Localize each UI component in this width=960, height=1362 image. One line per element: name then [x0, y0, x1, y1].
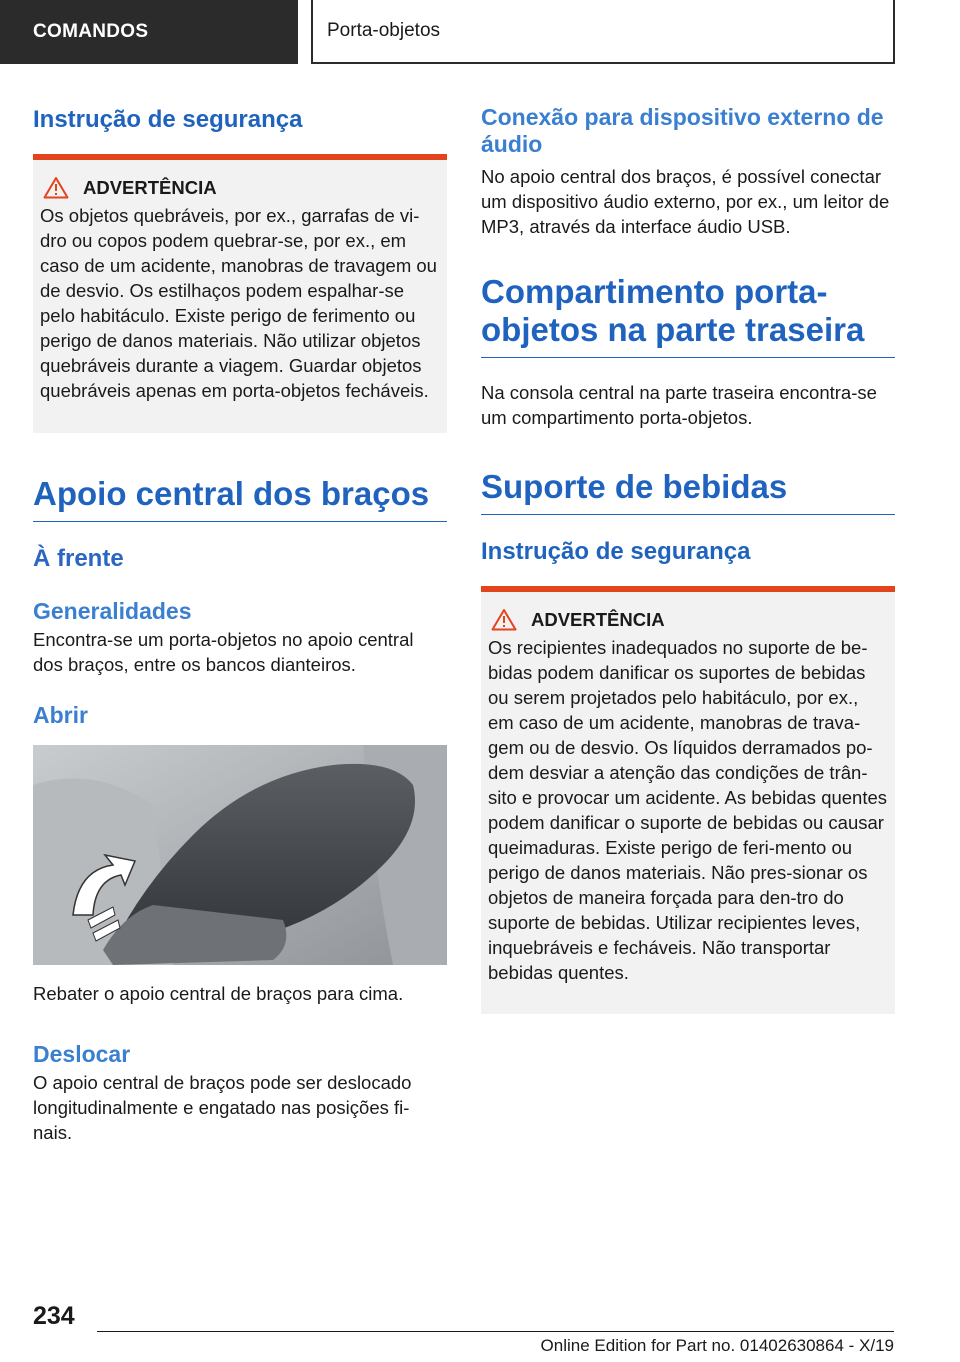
- open-heading: Abrir: [33, 702, 88, 728]
- cup-warning-title: [488, 608, 888, 631]
- safety-heading: Instrução de segurança: [33, 106, 303, 133]
- move-text: O apoio central de braços pode ser deslocado longitudinalmente e engatado nas posições fi-nais.: [33, 1072, 412, 1143]
- general-text: Encontra-se um porta-objetos no apoio central dos braços, entre os bancos dianteiros.: [33, 629, 414, 675]
- warning-box: [33, 154, 447, 433]
- open-caption: Rebater o apoio central de braços para cima.: [33, 983, 404, 1004]
- armrest-photo: [33, 745, 447, 965]
- page-header: [0, 0, 960, 66]
- page-number: 234: [33, 1302, 75, 1330]
- left-column: [33, 98, 447, 1145]
- rear-heading: Compartimento porta-objetos na parte traseira: [481, 273, 895, 358]
- warning-label: ADVERTÊNCIA: [83, 176, 217, 198]
- audio-heading: Conexão para dispositivo externo de áudio: [481, 104, 884, 157]
- audio-text: No apoio central dos braços, é possível conectar um dispositivo áudio externo, por ex., um leitor de MP3, através da interface áudio USB.: [481, 166, 890, 237]
- cup-warning-text: Os recipientes inadequados no suporte de be-bidas podem danificar os suportes de bebidas ou serem projetados pelo habitáculo, por ex., em caso de um acidente, manobras de trava-gem ou de desvio. Os líquidos derramados po-dem desviar a atenção das condições de trân-sito e provocar um acidente. As bebidas quentes podem danificar o suporte de bebidas ou causar queimaduras. Existe perigo de feri-mento ou perigo de danos materiais. Não pres-sionar os objetos de maneira forçada para den-tro do suporte de bebidas. Utilizar recipientes leves, inquebráveis e fecháveis. Não transportar bebidas quentes.: [488, 637, 888, 983]
- cup-warning-label: ADVERTÊNCIA: [531, 608, 665, 630]
- move-heading: Deslocar: [33, 1041, 131, 1067]
- front-heading: À frente: [33, 545, 124, 572]
- warning-triangle-icon: [491, 608, 517, 631]
- general-heading: Generalidades: [33, 598, 192, 624]
- cup-safety-heading: Instrução de segurança: [481, 538, 751, 565]
- cup-heading: Suporte de bebidas: [481, 468, 895, 515]
- edition-note: Online Edition for Part no. 01402630864 - X/19: [540, 1336, 894, 1355]
- rear-text: Na consola central na parte traseira encontra-se um compartimento porta-objetos.: [481, 382, 877, 428]
- right-column: [481, 98, 895, 1014]
- cup-warning-box: [481, 586, 895, 1014]
- warning-title: [40, 176, 440, 199]
- footer-rule: [97, 1331, 894, 1332]
- topic-tab: Porta-objetos: [311, 0, 895, 64]
- warning-triangle-icon: [43, 176, 69, 199]
- armrest-heading: Apoio central dos braços: [33, 475, 447, 522]
- section-tab: COMANDOS: [0, 0, 298, 64]
- armrest-illustration: [33, 745, 447, 965]
- warning-text: Os objetos quebráveis, por ex., garrafas de vi-dro ou copos podem quebrar-se, por ex., em caso de um acidente, manobras de travagem ou de desvio. Os estilhaços podem espalhar-se pelo habitáculo. Existe perigo de ferimento ou perigo de danos materiais. Não utilizar objetos quebráveis durante a viagem. Guardar objetos quebráveis apenas em porta-objetos fecháveis.: [40, 205, 437, 401]
